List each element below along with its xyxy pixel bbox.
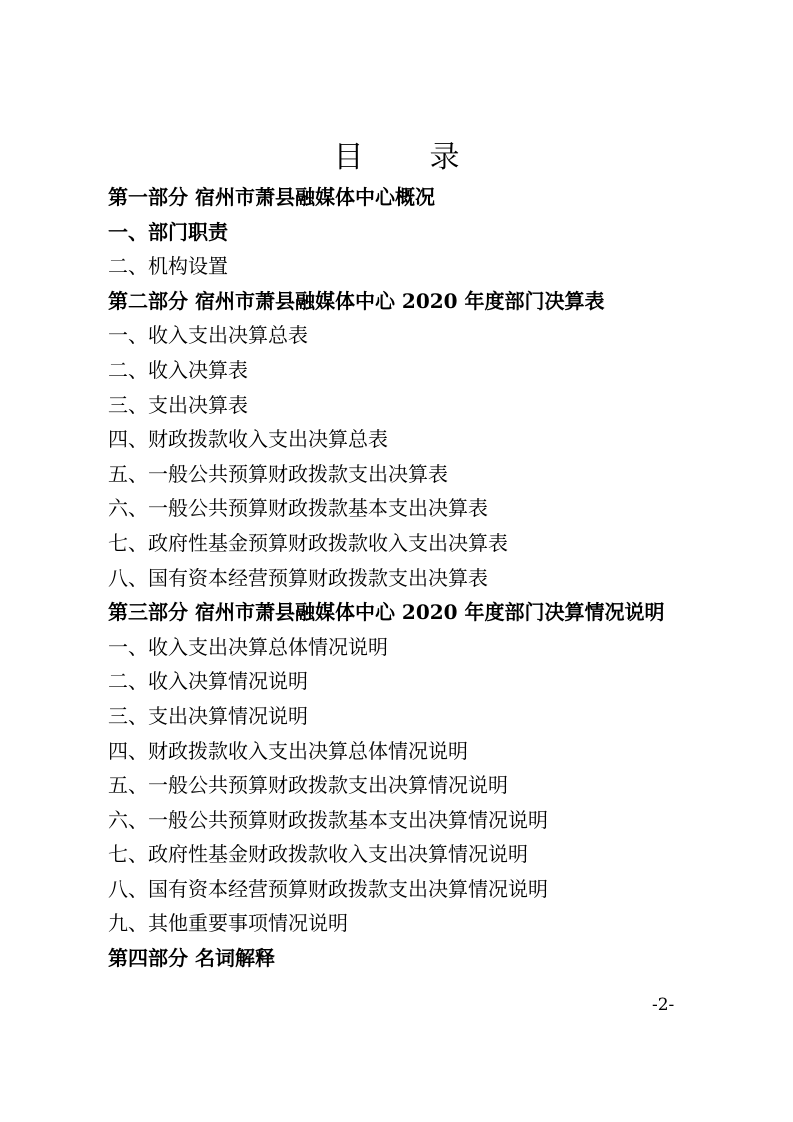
toc-item: 六、一般公共预算财政拨款基本支出决算表 [108,496,488,521]
toc-item: 九、其他重要事项情况说明 [108,911,348,936]
page-number: -2- [652,995,675,1015]
toc-item: 四、财政拨款收入支出决算总表 [108,427,388,452]
toc-section-heading: 第一部分 宿州市萧县融媒体中心概况 [108,185,435,209]
toc-item: 八、国有资本经营预算财政拨款支出决算表 [108,565,488,590]
toc-section-heading: 一、部门职责 [108,219,228,244]
page-title: 目 录 [333,140,478,175]
toc-section-heading: 第三部分 宿州市萧县融媒体中心 2020 年度部门决算情况说明 [108,600,665,625]
toc-item: 八、国有资本经营预算财政拨款支出决算情况说明 [108,876,548,901]
toc-item: 三、支出决算表 [108,392,248,417]
toc-item: 五、一般公共预算财政拨款支出决算情况说明 [108,773,508,798]
toc-item: 二、收入决算情况说明 [108,669,308,694]
toc-item: 七、政府性基金财政拨款收入支出决算情况说明 [108,842,528,867]
toc-item: 五、一般公共预算财政拨款支出决算表 [108,461,448,486]
toc-item: 二、收入决算表 [108,357,248,382]
toc-section-heading: 第四部分 名词解释 [108,946,275,971]
toc-item: 二、机构设置 [108,254,228,279]
toc-item: 四、财政拨款收入支出决算总体情况说明 [108,738,468,763]
toc-item: 三、支出决算情况说明 [108,703,308,728]
toc-item: 六、一般公共预算财政拨款基本支出决算情况说明 [108,807,548,832]
table-of-contents [108,180,748,976]
toc-item: 一、收入支出决算总表 [108,323,308,348]
toc-section-heading: 第二部分 宿州市萧县融媒体中心 2020 年度部门决算表 [108,288,605,313]
toc-item: 七、政府性基金预算财政拨款收入支出决算表 [108,530,508,555]
toc-item: 一、收入支出决算总体情况说明 [108,634,388,659]
